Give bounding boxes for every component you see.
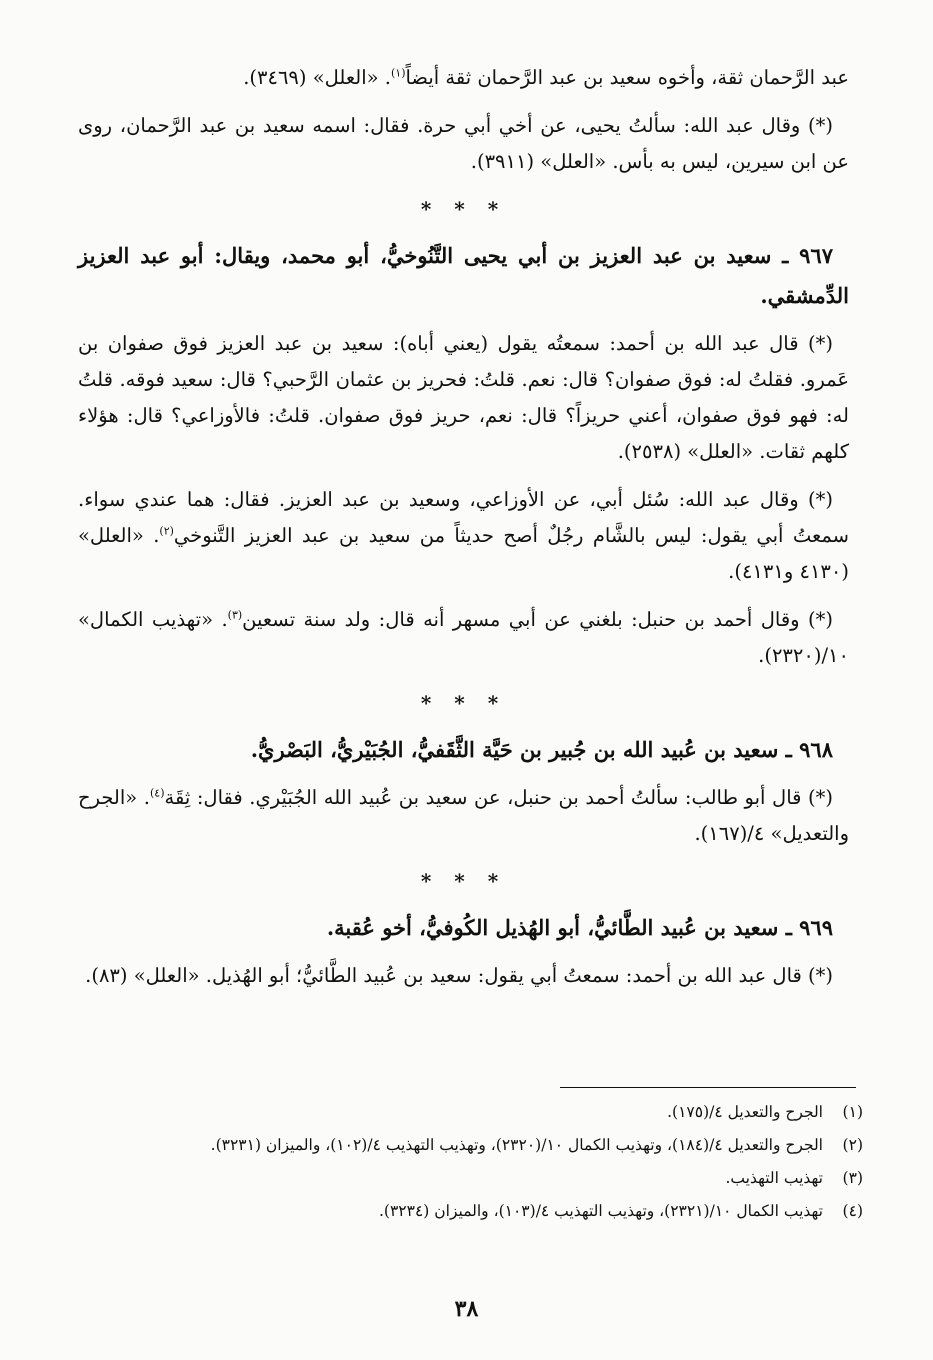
paragraph-text-tail: . «العلل» (٣٤٦٩). <box>243 66 391 89</box>
paragraph-text: (*) قال عبد الله بن أحمد: سمعتُ أبي يقول: سعيد بن عُبيد الطَّائيُّ؛ أبو الهُذيل. «العلل» (٨٣). <box>85 964 833 987</box>
paragraph-text: (*) وقال عبد الله: سألتُ يحيى، عن أخي أبي حرة. فقال: اسمه سعيد بن عبد الرَّحمان، روى عن ابن سيرين، ليس به بأس. «العلل» (٣٩١١). <box>78 114 849 173</box>
paragraph-text: (*) قال أبو طالب: سألتُ أحمد بن حنبل، عن سعيد بن عُبيد الله الجُبَيْري. فقال: ثِقَة <box>164 786 833 809</box>
footnote-number: (٤) <box>842 1202 863 1220</box>
footnote-text: تهذيب التهذيب. <box>725 1169 823 1187</box>
footnote <box>78 1098 863 1127</box>
paragraph-text-tail: . «الجرح والتعديل» ٤/(١٦٧). <box>78 786 849 845</box>
footnote-marker: (١) <box>390 66 406 80</box>
section-divider-stars: * * * <box>420 197 507 221</box>
footnote-text: تهذيب الكمال ١٠/(٢٣٢١)، وتهذيب التهذيب ٤/(١٠٣)، والميزان (٣٢٣٤). <box>379 1202 823 1220</box>
footnote <box>78 1164 863 1193</box>
entry-heading-text: ٩٦٨ ـ سعيد بن عُبيد الله بن جُبير بن حَيَّة الثَّقَفيُّ، الجُبَيْريُّ، البَصْريُّ. <box>250 737 833 762</box>
footnote-number: (٣) <box>842 1169 863 1187</box>
paragraph-text: (*) وقال أحمد بن حنبل: بلغني عن أبي مسهر أنه قال: ولد سنة تسعين <box>242 608 833 631</box>
paragraph <box>78 326 849 470</box>
entry-heading-text: ٩٦٧ ـ سعيد بن عبد العزيز بن أبي يحيى التَّنُوخيُّ، أبو محمد، ويقال: أبو عبد العزيز الدِّمشقي. <box>78 243 849 308</box>
entry-heading <box>78 908 849 948</box>
main-text <box>78 60 849 1006</box>
paragraph <box>78 60 849 96</box>
section-divider-stars: * * * <box>420 691 507 715</box>
page-number: ٣٨ <box>454 1296 479 1322</box>
footnote-marker: (٣) <box>227 608 243 622</box>
paragraph-text: عبد الرَّحمان ثقة، وأخوه سعيد بن عبد الرَّحمان ثقة أيضاً <box>405 66 849 89</box>
entry-heading-text: ٩٦٩ ـ سعيد بن عُبيد الطَّائيُّ، أبو الهُذيل الكُوفيُّ، أخو عُقبة. <box>326 915 833 940</box>
footnote-text: الجرح والتعديل ٤/(١٧٥). <box>667 1103 823 1121</box>
footnotes <box>78 1098 863 1230</box>
footnote-number: (١) <box>842 1103 863 1121</box>
paragraph <box>78 108 849 180</box>
footnote-separator <box>560 1087 856 1088</box>
footnote-text: الجرح والتعديل ٤/(١٨٤)، وتهذيب الكمال ١٠/(٢٣٢٠)، وتهذيب التهذيب ٤/(١٠٢)، والميزان (٣٢٣١). <box>210 1136 823 1154</box>
footnote <box>78 1197 863 1226</box>
paragraph-text: (*) قال عبد الله بن أحمد: سمعتُه يقول (يعني أباه): سعيد بن عبد العزيز فوق صفوان بن عَمرو. فقلتُ له: فوق صفوان؟ قال: نعم. قلتُ: فحريز بن عثمان الرَّحبي؟ قال: سعيد فوقه. قلتُ له: فهو فوق صفوان، أعني حريزاً؟ قال: نعم، حريز فوق صفوان. قلتُ: فالأوزاعي؟ قال: هؤلاء كلهم ثقات. «العلل» (٢٥٣٨). <box>78 332 849 463</box>
footnote-marker: (٢) <box>159 524 174 538</box>
paragraph <box>78 482 849 590</box>
footnote-marker: (٤) <box>150 786 165 800</box>
paragraph-text-tail: . «العلل» (٤١٣٠ و٤١٣١). <box>78 524 849 583</box>
entry-heading <box>78 236 849 316</box>
paragraph-text: (*) وقال عبد الله: سُئل أبي، عن الأوزاعي، وسعيد بن عبد العزيز. فقال: هما عندي سواء. سمعتُ أبي يقول: ليس بالشَّام رجُلٌ أصح حديثاً من سعيد بن عبد العزيز التَّنوخي <box>78 488 849 547</box>
paragraph <box>78 958 849 994</box>
footnote <box>78 1131 863 1160</box>
footnote-number: (٢) <box>842 1136 863 1154</box>
entry-heading <box>78 730 849 770</box>
paragraph-text-tail: . «تهذيب الكمال» ١٠/(٢٣٢٠). <box>78 608 849 667</box>
section-divider-stars: * * * <box>420 869 507 893</box>
paragraph <box>78 602 849 674</box>
paragraph <box>78 780 849 852</box>
